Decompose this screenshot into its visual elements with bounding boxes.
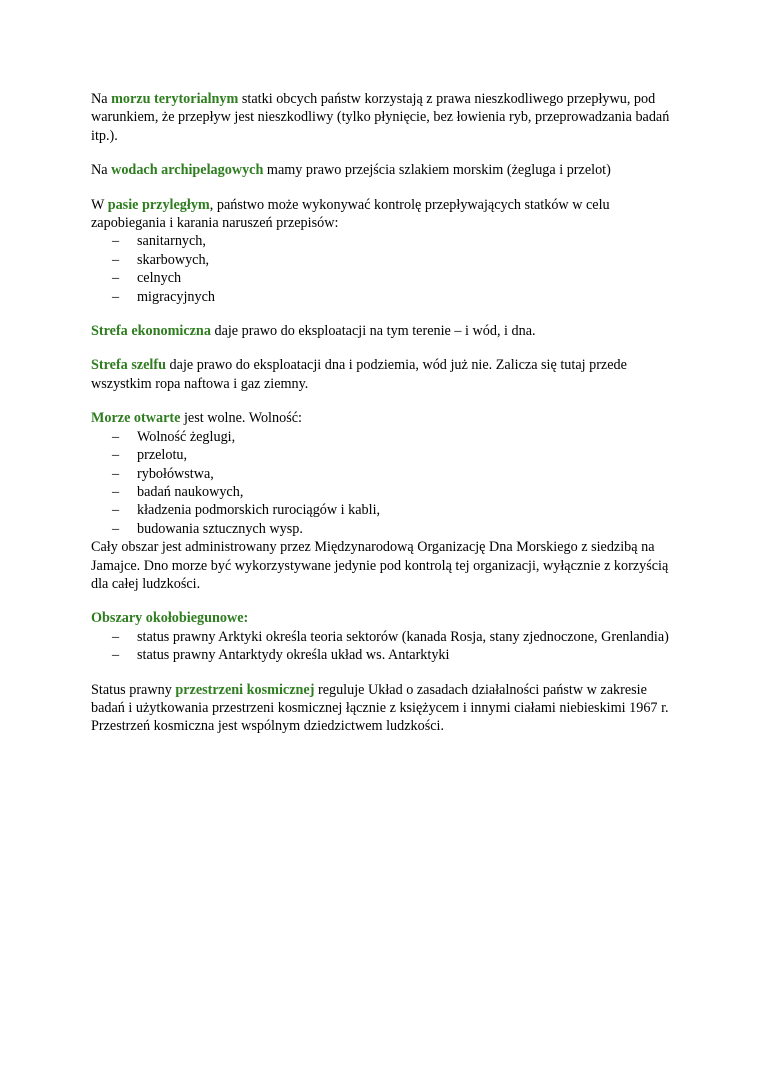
list-item: – status prawny Arktyki określa teoria sektorów (kanada Rosja, stany zjednoczone, Grenlandia): [91, 628, 671, 646]
paragraph-morze-otwarte: [91, 409, 671, 427]
text: Na: [91, 91, 112, 107]
list-item: – status prawny Antarktydy określa układ ws. Antarktyki: [91, 646, 671, 664]
text: Status prawny: [91, 681, 176, 698]
text: reguluje Układ o zasadach działalności państw w zakresie badań i użytkowania przestrzeni kosmicznej łącznie z księżycem i innymi ciałami niebieskimi 1967 r. Przestrzeń kosmiczna jest wspólnym dziedzictwem ludzkości.: [91, 681, 669, 735]
text: Na: [91, 162, 112, 179]
paragraph-strefa-ekonomiczna: [91, 322, 671, 340]
text: statki obcych państw korzystają z prawa nieszkodliwego przepływu, pod warunkiem, że przepływ jest nieszkodliwy (tylko płynięcie, bez łowienia ryb, przeprowadzania badań itp.).: [91, 91, 670, 144]
keyword-wody-archipelagowe: wodach archipelagowych: [111, 162, 264, 179]
list-item: – celnych: [91, 269, 671, 287]
text: mamy prawo przejścia szlakiem morskim (żegluga i przelot): [263, 162, 611, 179]
list-item: – badań naukowych,: [91, 483, 671, 501]
keyword-pas-przylegly: pasie przyległym: [107, 196, 210, 213]
list-wolnosci: [91, 428, 671, 538]
paragraph-strefa-szelfu: [91, 356, 671, 393]
list-item: – rybołówstwa,: [91, 465, 671, 483]
list-item: – migracyjnych: [91, 288, 671, 306]
list-item: – budowania sztucznych wysp.: [91, 520, 671, 538]
paragraph-przestrzen-kosmiczna: [91, 681, 671, 736]
list-obszary: [91, 628, 671, 665]
paragraph-pas-przylegly: [91, 196, 671, 233]
keyword-przestrzen-kosmiczna: przestrzeni kosmicznej: [175, 681, 315, 698]
text: daje prawo do eksploatacji dna i podziemia, wód już nie. Zalicza się tutaj przede wszystkim ropa naftowa i gaz ziemny.: [91, 357, 627, 392]
list-item: – skarbowych,: [91, 251, 671, 269]
keyword-strefa-ekonomiczna: Strefa ekonomiczna: [91, 323, 211, 340]
section-morze-otwarte: [91, 409, 671, 593]
text: jest wolne. Wolność:: [180, 410, 302, 427]
list-przepisy: [91, 232, 671, 306]
text: daje prawo do eksploatacji na tym terenie – i wód, i dna.: [210, 323, 536, 340]
text: , państwo może wykonywać kontrolę przepływających statków w celu zapobiegania i karania naruszeń przepisów:: [91, 196, 610, 232]
paragraph-morze-terytorialne: [91, 90, 671, 145]
document-body: [91, 90, 671, 752]
section-obszary-okolobiegunowe: [91, 609, 671, 664]
list-item: – Wolność żeglugi,: [91, 428, 671, 446]
keyword-morze-otwarte: Morze otwarte: [91, 410, 181, 427]
keyword-morze-terytorialne: morzu terytorialnym: [111, 91, 239, 107]
list-item: – kładzenia podmorskich rurociągów i kabli,: [91, 501, 671, 519]
keyword-strefa-szelfu: Strefa szelfu: [91, 357, 166, 374]
paragraph-organizacja-dna-morskiego: Cały obszar jest administrowany przez Międzynarodową Organizację Dna Morskiego z siedzibą na Jamajce. Dno morze być wykorzystywane jedynie pod kontrolą tej organizacji, wyłącznie z korzyścią dla całej ludzkości.: [91, 539, 669, 592]
list-item: – przelotu,: [91, 446, 671, 464]
list-item: – sanitarnych,: [91, 232, 671, 250]
text: W: [91, 196, 108, 213]
section-pas-przylegly: [91, 196, 671, 306]
paragraph-wody-archipelagowe: [91, 161, 671, 179]
heading-obszary-okolobiegunowe: [91, 609, 671, 627]
keyword-obszary-okolobiegunowe: Obszary okołobiegunowe:: [91, 610, 249, 627]
